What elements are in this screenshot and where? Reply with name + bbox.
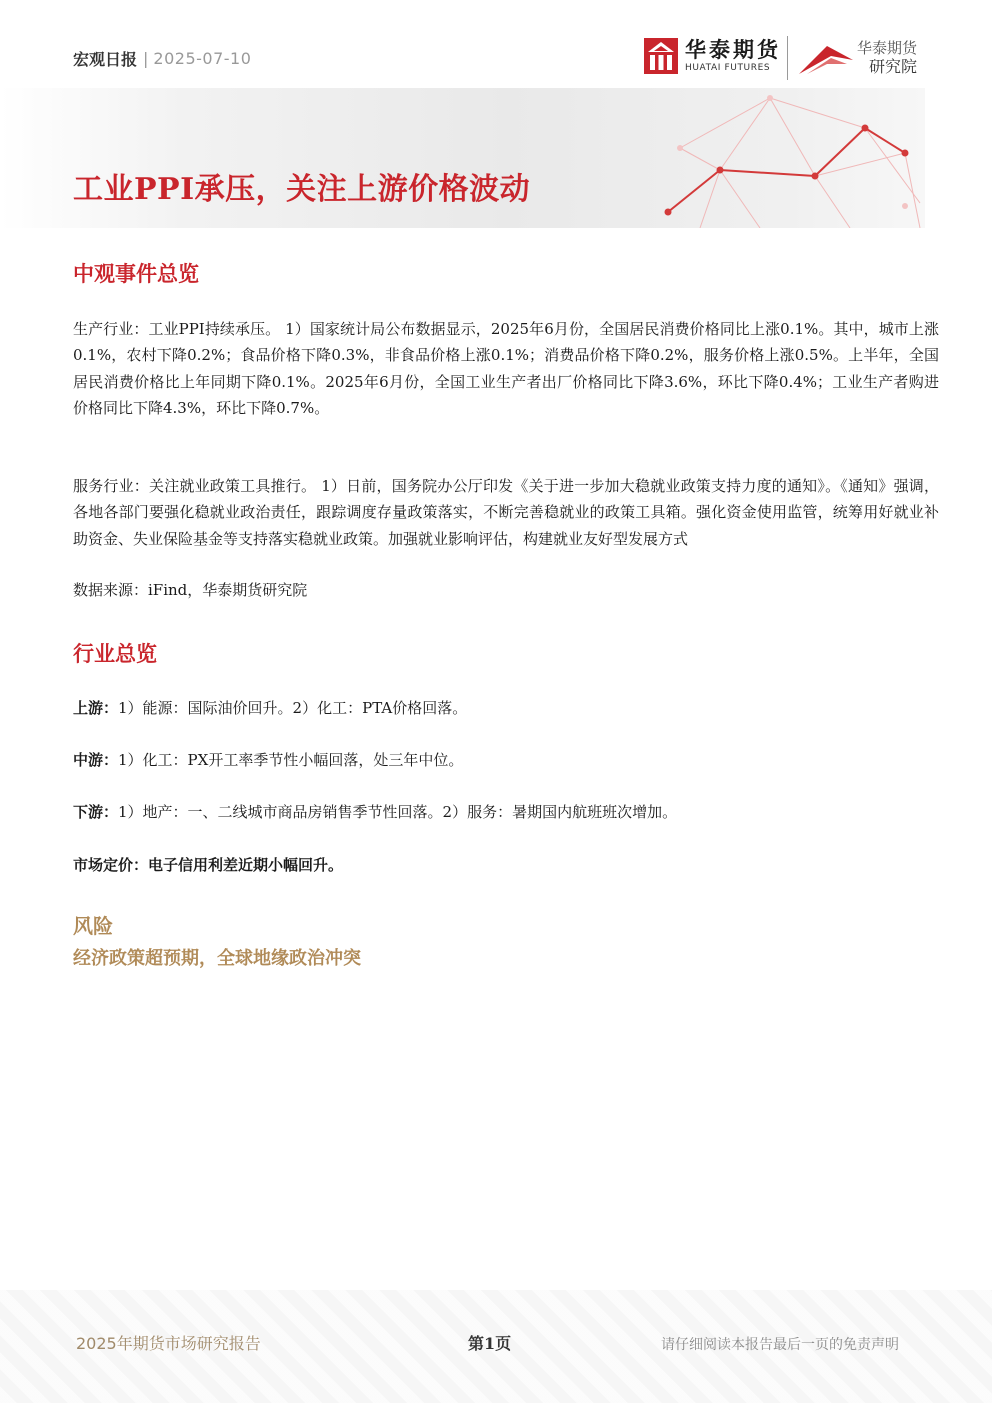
header-separator: | [143, 49, 149, 68]
section-heading-events: 中观事件总览 [73, 262, 199, 286]
risk-body: 经济政策超预期，全球地缘政治冲突 [73, 948, 361, 969]
midstream-text: 1）化工：PX开工率季节性小幅回落，处三年中位。 [118, 751, 464, 769]
upstream-text: 1）能源：国际油价回升。2）化工：PTA价格回落。 [118, 699, 468, 717]
risk-heading: 风险 [73, 914, 113, 938]
page-number: 第1页 [468, 1334, 512, 1353]
upstream-label: 上游： [73, 699, 119, 717]
service-paragraph: 服务行业：关注就业政策工具推行。 1）日前，国务院办公厅印发《关于进一步加大稳就业政策支持力度的通知》。《通知》强调，各地各部门要强化稳就业政治责任，跟踪调度存量政策落实，不断完善稳就业的政策工具箱。强化资金使用监管，统筹用好就业补助资金、失业保险基金等支持落实稳就业政策。加强就业影响评估，构建就业友好型发展方式 [73, 477, 939, 548]
downstream-line [73, 800, 677, 824]
production-paragraph: 生产行业：工业PPI持续承压。 1）国家统计局公布数据显示，2025年6月份，全国居民消费价格同比上涨0.1%。其中，城市上涨0.1%，农村下降0.2%；食品价格下降0.3%，非食品价格上涨0.1%；消费品价格下降0.2%，服务价格上涨0.5%。上半年，全国居民消费价格比上年同期下降0.1%。2025年6月份，全国工业生产者出厂价格同比下降3.6%，环比下降0.4%；工业生产者购进价格同比下降4.3%，环比下降0.7%。 [73, 320, 939, 418]
footer-report-name: 2025年期货市场研究报告 [76, 1334, 261, 1353]
institute-line2: 研究院 [869, 57, 918, 76]
downstream-text: 1）地产：一、二线城市商品房销售季节性回落。2）服务：暑期国内航班班次增加。 [118, 803, 678, 821]
data-source: 数据来源：iFind，华泰期货研究院 [73, 581, 308, 599]
huatai-logo-icon [644, 38, 678, 74]
report-date: 2025-07-10 [153, 49, 252, 68]
pricing-line [73, 853, 343, 877]
brand-name-cn: 华泰期货 [685, 38, 781, 62]
section-heading-industry: 行业总览 [73, 642, 157, 666]
brand-name-en: HUATAI FUTURES [685, 63, 771, 73]
logo-divider [787, 36, 788, 80]
institute-wing-icon [797, 38, 855, 78]
institute-line1: 华泰期货 [857, 39, 918, 57]
huatai-futures-logo [644, 38, 781, 74]
upstream-line [73, 696, 467, 720]
report-header [73, 47, 251, 70]
disclaimer-note: 请仔细阅读本报告最后一页的免责声明 [661, 1337, 899, 1353]
pricing-text: 电子信用利差近期小幅回升。 [148, 856, 344, 874]
midstream-line [73, 748, 463, 772]
report-type: 宏观日报 [73, 50, 138, 69]
page-title: 工业PPI承压，关注上游价格波动 [73, 172, 531, 207]
downstream-label: 下游： [73, 803, 119, 821]
research-institute-logo [797, 38, 917, 78]
pricing-label: 市场定价： [73, 856, 149, 874]
midstream-label: 中游： [73, 751, 119, 769]
